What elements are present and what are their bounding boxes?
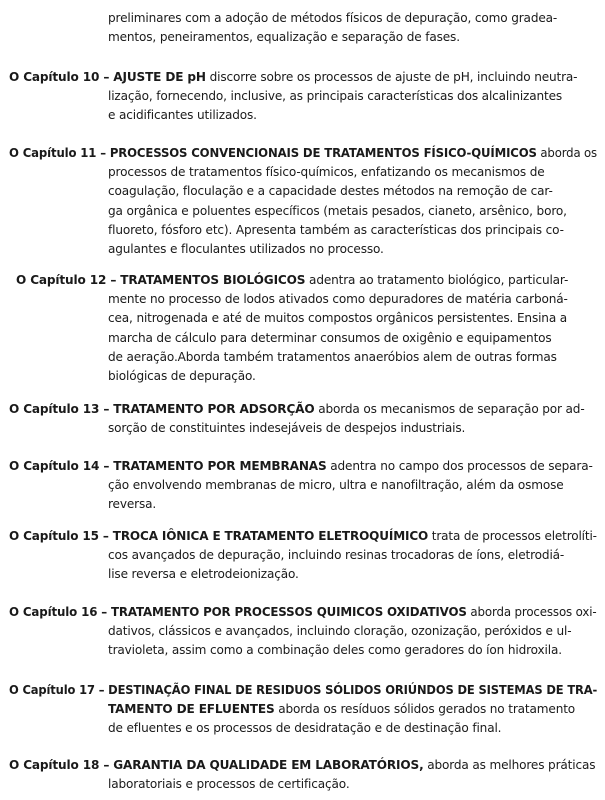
text-line <box>108 106 257 124</box>
text-line <box>108 565 299 583</box>
text-line <box>108 182 553 200</box>
chapter-description: cos avançados de depuração, incluindo resinas trocadoras de íons, eletrodiá- <box>108 548 565 563</box>
text-line <box>9 527 597 545</box>
text-line <box>9 400 585 418</box>
text-line <box>108 309 567 327</box>
text-line <box>16 271 568 289</box>
chapter-description: sorção de constituintes indesejáveis de despejos industriais. <box>108 421 466 436</box>
chapter-description: preliminares com a adoção de métodos físicos de depuração, como gradea- <box>108 11 558 25</box>
chapter-description: mente no processo de lodos ativados como depuradores de matéria carboná- <box>108 292 568 307</box>
text-line <box>9 457 593 475</box>
chapter-heading: O Capítulo 11 – PROCESSOS CONVENCIONAIS DE TRATAMENTOS FÍSICO-QUÍMICOS <box>9 146 537 160</box>
chapter-heading: O Capítulo 12 – TRATAMENTOS BIOLÓGICOS <box>16 273 306 287</box>
text-line <box>108 87 562 105</box>
chapter-description: discorre sobre os processos de ajuste de pH, incluindo neutra- <box>205 70 578 84</box>
chapter-heading: O Capítulo 18 – GARANTIA DA QUALIDADE EM LABORATÓRIOS, <box>9 758 424 772</box>
chapter-heading: O Capítulo 16 – TRATAMENTO POR PROCESSOS QUIMICOS OXIDATIVOS <box>9 605 467 619</box>
chapter-description: mentos, peneiramentos, equalização e separação de fases. <box>108 30 460 45</box>
chapter-description: reversa. <box>108 497 157 512</box>
chapter-description: de efluentes e os processos de desidratação e de destinação final. <box>108 721 502 736</box>
text-line <box>108 546 564 564</box>
chapter-heading: O Capítulo 15 – TROCA IÔNICA E TRATAMENTO ELETROQUÍMICO <box>9 529 429 543</box>
chapter-description: laboratoriais e processos de certificação. <box>108 777 350 792</box>
chapter-description: aborda os mecanismos de separação por ad- <box>314 402 585 416</box>
chapter-description: dativos, clássicos e avançados, incluindo cloração, ozonização, peróxidos e ul- <box>108 624 572 639</box>
text-line <box>9 144 597 162</box>
chapter-description: e acidificantes utilizados. <box>108 108 257 123</box>
text-line <box>108 622 571 640</box>
chapter-heading: O Capítulo 13 – TRATAMENTO POR ADSORÇÃO <box>9 402 315 416</box>
chapter-heading: O Capítulo 17 – DESTINAÇÃO FINAL DE RESIDUOS SÓLIDOS ORIÚNDOS DE SISTEMAS DE TRA- <box>9 683 598 697</box>
chapter-heading: O Capítulo 10 – AJUSTE DE pH <box>9 70 206 84</box>
chapter-description: aborda os <box>536 146 598 160</box>
chapter-description: lização, fornecendo, inclusive, as principais características dos alcalinizantes <box>108 89 563 104</box>
text-line <box>108 202 567 220</box>
text-line <box>108 495 156 513</box>
text-line <box>9 681 597 699</box>
chapter-description: lise reversa e eletrodeionização. <box>108 567 299 582</box>
text-line <box>108 28 460 46</box>
chapter-description: biológicas de depuração. <box>108 369 256 383</box>
chapter-heading: TAMENTO DE EFLUENTES <box>108 702 275 717</box>
chapter-description: travioleta, assim como a combinação deles como geradores do íon hidroxila. <box>108 643 562 658</box>
chapter-description: coagulação, floculação e a capacidade destes métodos na remoção de car- <box>108 184 553 199</box>
text-line <box>108 240 384 258</box>
text-line <box>108 700 575 718</box>
chapter-description: de aeração.Aborda também tratamentos anaeróbios alem de outras formas <box>108 349 557 364</box>
chapter-description: adentra no campo dos processos de separa- <box>326 459 593 473</box>
text-line <box>9 756 595 774</box>
text-line <box>108 719 501 737</box>
text-line <box>108 290 568 308</box>
chapter-description: aborda processos oxi- <box>466 605 597 619</box>
text-line <box>108 367 256 385</box>
chapter-description: agulantes e floculantes utilizados no processo. <box>108 242 384 256</box>
text-line <box>108 9 557 27</box>
chapter-description: adentra ao tratamento biológico, particular- <box>305 273 569 287</box>
text-line <box>108 329 552 347</box>
chapter-description: fluoreto, fósforo etc). Apresenta também as características dos principais co- <box>108 222 564 237</box>
chapter-description: marcha de cálculo para determinar consumos de oxigênio e equipamentos <box>108 330 552 345</box>
text-line <box>9 68 577 86</box>
chapter-description: aborda as melhores práticas <box>423 758 596 772</box>
text-line <box>108 221 564 239</box>
chapter-description: ga orgânica e poluentes específicos (metais pesados, cianeto, arsênico, boro, <box>108 203 567 218</box>
chapter-description: processos de tratamentos físico-químicos, enfatizando os mecanismos de <box>108 165 545 180</box>
chapter-description: aborda os resíduos sólidos gerados no tratamento <box>274 702 576 717</box>
text-line <box>108 163 545 181</box>
text-line <box>108 419 465 437</box>
chapter-description: cea, nitrogenada e até de muitos compostos orgânicos persistentes. Ensina a <box>108 311 568 326</box>
text-line <box>9 603 597 621</box>
chapter-description: trata de processos eletrolíti- <box>428 529 597 543</box>
text-line <box>108 641 562 659</box>
text-line <box>108 348 557 366</box>
chapter-heading: O Capítulo 14 – TRATAMENTO POR MEMBRANAS <box>9 459 327 473</box>
text-line <box>108 775 350 793</box>
chapter-description: ção envolvendo membranas de micro, ultra e nanofiltração, além da osmose <box>108 478 564 493</box>
text-line <box>108 476 564 494</box>
